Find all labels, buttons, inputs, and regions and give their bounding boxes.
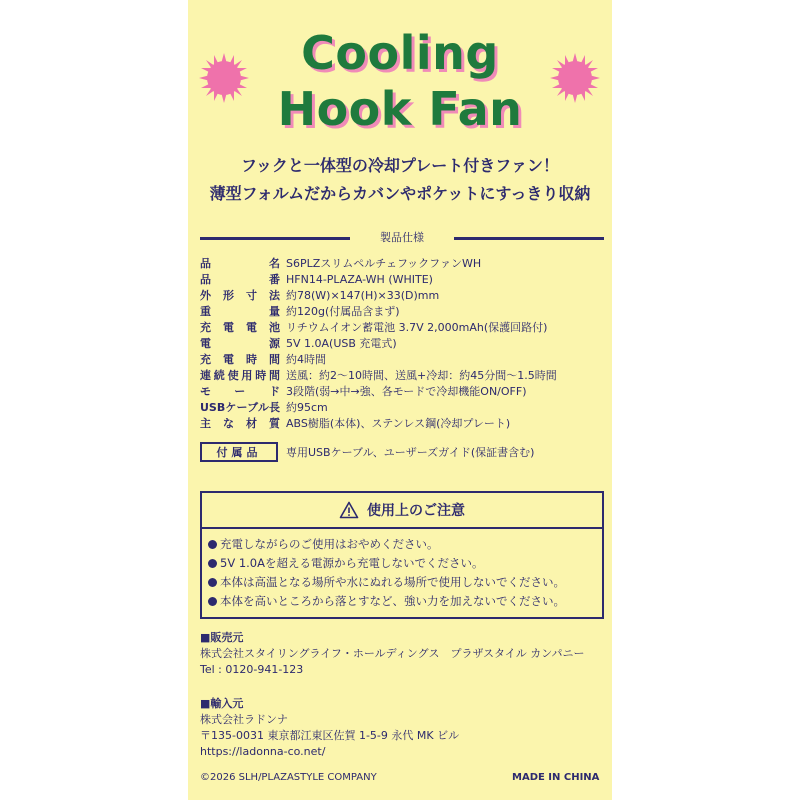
importer-info <box>200 696 459 760</box>
spec-label: 充電電池 <box>200 321 280 334</box>
spec-value: 約95cm <box>286 401 328 414</box>
caution-title: 使用上のご注意 <box>367 503 465 519</box>
bullet-dot-icon <box>208 597 217 606</box>
seller-info <box>200 630 585 678</box>
accessories-value: 専用USBケーブル、ユーザーズガイド(保証書含む) <box>286 446 535 459</box>
product-title-line2: Hook Fan <box>277 82 523 136</box>
spec-value: HFN14-PLAZA-WH (WHITE) <box>286 273 433 286</box>
copyright-text: ©2026 SLH/PLAZASTYLE COMPANY <box>200 772 377 783</box>
importer-company: 株式会社ラドンナ <box>200 713 288 726</box>
spec-row <box>200 416 610 432</box>
spec-row <box>200 320 610 336</box>
bullet-dot-icon <box>208 559 217 568</box>
spec-row <box>200 400 610 416</box>
spec-row <box>200 288 610 304</box>
spec-value: 5V 1.0A(USB 充電式) <box>286 337 397 350</box>
spec-value: 3段階(弱→中→強、各モードで冷却機能ON/OFF) <box>286 385 527 398</box>
spec-row <box>200 336 610 352</box>
spec-label: 重量 <box>200 305 280 318</box>
caution-box <box>200 491 604 619</box>
spec-row <box>200 368 610 384</box>
tagline-line2: 薄型フォルムだからカバンやポケットにすっきり収納 <box>209 184 591 203</box>
caution-item-text: 充電しながらのご使用はおやめください。 <box>220 537 439 551</box>
caution-item <box>208 554 602 573</box>
seller-tel: Tel : 0120-941-123 <box>200 663 304 676</box>
spec-row <box>200 256 610 272</box>
specs-heading-text: 製品仕様 <box>380 231 424 244</box>
caution-item-text: 本体を高いところから落とすなど、強い力を加えないでください。 <box>220 594 565 608</box>
importer-address: 〒135-0031 東京都江東区佐賀 1-5-9 永代 MK ビル <box>200 729 460 742</box>
specs-heading <box>200 230 604 246</box>
caution-header <box>202 493 602 529</box>
caution-item <box>208 592 602 611</box>
importer-heading: ■輸入元 <box>200 697 244 710</box>
spec-label: 品番 <box>200 273 280 286</box>
spec-value: ABS樹脂(本体)、ステンレス鋼(冷却プレート) <box>286 417 511 430</box>
caution-item <box>208 573 602 592</box>
spec-label: USBケーブル長 <box>200 401 280 414</box>
caution-item-text: 5V 1.0Aを超える電源から充電しないでください。 <box>220 556 484 570</box>
spec-value: 約4時間 <box>286 353 326 366</box>
spec-label: 充電時間 <box>200 353 280 366</box>
tagline-line1: フックと一体型の冷却プレート付きファン！ <box>241 156 559 175</box>
spec-row <box>200 384 610 400</box>
spec-value: 約120g(付属品含まず) <box>286 305 400 318</box>
spec-row <box>200 352 610 368</box>
spec-label: 外形寸法 <box>200 289 280 302</box>
spec-label: モード <box>200 385 280 398</box>
seller-company: 株式会社スタイリングライフ・ホールディングス プラザスタイル カンパニー <box>200 647 585 660</box>
spec-row <box>200 272 610 288</box>
heading-rule-right <box>454 237 604 240</box>
caution-list <box>208 535 602 611</box>
caution-item-text: 本体は高温となる場所や水にぬれる場所で使用しないでください。 <box>220 575 565 589</box>
spec-value: リチウムイオン蓄電池 3.7V 2,000mAh(保護回路付) <box>286 321 548 334</box>
origin-text: MADE IN CHINA <box>512 772 600 783</box>
bullet-dot-icon <box>208 540 217 549</box>
product-title-line1: Cooling <box>301 26 499 80</box>
caution-item <box>208 535 602 554</box>
spec-label: 主な材質 <box>200 417 280 430</box>
spec-value: 約78(W)×147(H)×33(D)mm <box>286 289 440 302</box>
spec-label: 電源 <box>200 337 280 350</box>
spec-row <box>200 304 610 320</box>
bullet-dot-icon <box>208 578 217 587</box>
accessories-row <box>200 442 534 462</box>
warning-triangle-icon <box>339 501 359 519</box>
spec-value: S6PLZスリムペルチェフックファンWH <box>286 257 482 270</box>
spec-table <box>200 256 610 432</box>
accessories-label: 付属品 <box>200 442 278 462</box>
seller-heading: ■販売元 <box>200 631 244 644</box>
spec-label: 連続使用時間 <box>200 369 280 382</box>
spec-label: 品名 <box>200 257 280 270</box>
importer-url: https://ladonna-co.net/ <box>200 745 326 758</box>
spec-value: 送風：約2〜10時間、送風+冷却：約45分間〜1.5時間 <box>286 369 557 382</box>
